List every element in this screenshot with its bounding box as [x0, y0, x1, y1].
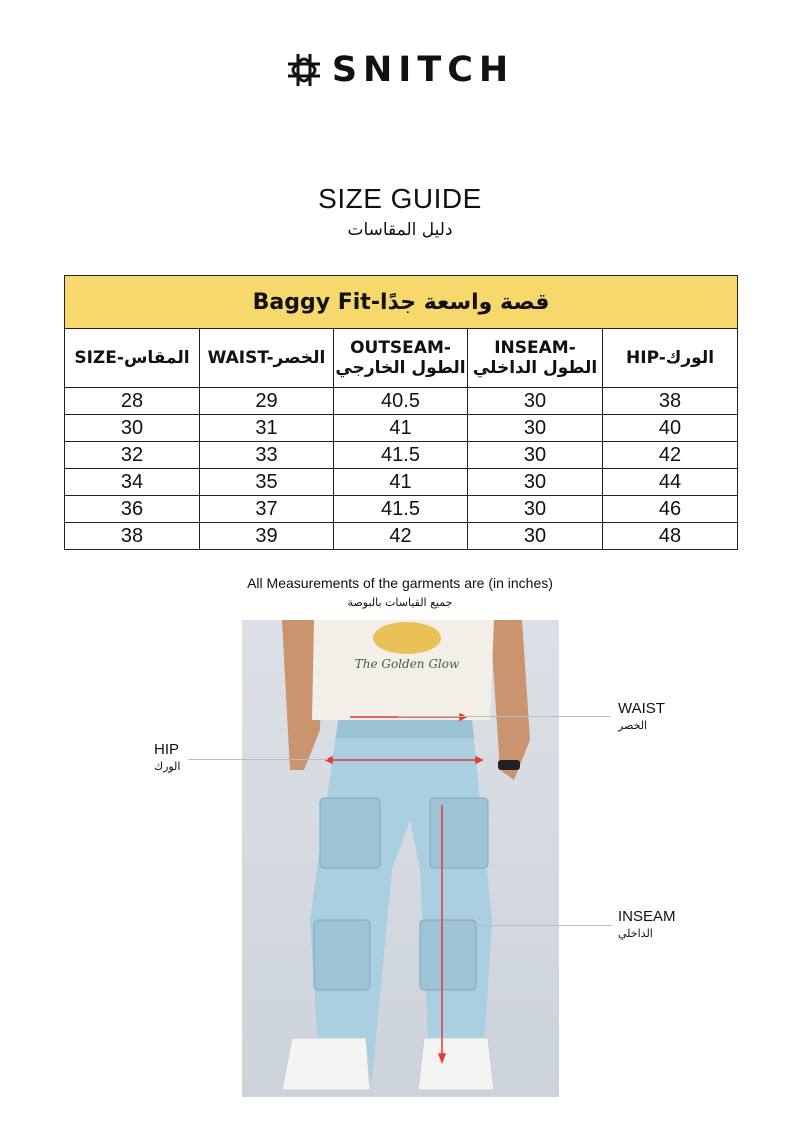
cell-inseam: 30: [468, 496, 603, 523]
table-row: [65, 496, 738, 523]
jeans-illustration: [242, 620, 559, 1097]
waist-callout: [618, 700, 665, 732]
cell-outseam: 41.5: [334, 442, 468, 469]
cell-outseam: 40.5: [334, 388, 468, 415]
table-row: [65, 388, 738, 415]
cell-hip: 42: [603, 442, 738, 469]
cell-waist: 35: [200, 469, 334, 496]
cell-waist: 39: [200, 523, 334, 550]
cell-hip: 46: [603, 496, 738, 523]
cell-size: 38: [65, 523, 200, 550]
cell-size: 36: [65, 496, 200, 523]
fit-title-row: [65, 276, 738, 329]
cell-waist: 33: [200, 442, 334, 469]
column-header-hip: HIP-الورك: [603, 329, 738, 388]
waist-label: WAIST: [618, 700, 665, 717]
size-table: [64, 275, 738, 550]
cell-hip: 44: [603, 469, 738, 496]
cell-outseam: 41: [334, 415, 468, 442]
hip-callout: [154, 741, 180, 773]
measurement-note-ar: جميع القياسات بالبوصة: [347, 596, 453, 609]
column-header-inseam: INSEAM-الطول الداخلي: [468, 329, 603, 388]
cell-outseam: 41.5: [334, 496, 468, 523]
cell-hip: 40: [603, 415, 738, 442]
cell-inseam: 30: [468, 415, 603, 442]
cell-inseam: 30: [468, 523, 603, 550]
cell-waist: 37: [200, 496, 334, 523]
cell-inseam: 30: [468, 469, 603, 496]
hash-grid-icon: [286, 52, 322, 88]
cell-waist: 31: [200, 415, 334, 442]
cell-size: 30: [65, 415, 200, 442]
page-subtitle-ar: دليل المقاسات: [347, 220, 453, 240]
table-header-row: [65, 329, 738, 388]
cell-inseam: 30: [468, 442, 603, 469]
tshirt-print-text: The Golden Glow: [354, 657, 460, 671]
column-header-size: SIZE-المقاس: [65, 329, 200, 388]
inseam-leader-line: [444, 925, 612, 926]
cell-size: 32: [65, 442, 200, 469]
cell-hip: 48: [603, 523, 738, 550]
cell-size: 34: [65, 469, 200, 496]
column-header-outseam: OUTSEAM- الطول الخارجي: [334, 329, 468, 388]
cell-outseam: 42: [334, 523, 468, 550]
table-row: [65, 415, 738, 442]
hip-label: HIP: [154, 741, 180, 758]
table-row: [65, 442, 738, 469]
cell-size: 28: [65, 388, 200, 415]
table-row: [65, 469, 738, 496]
cell-waist: 29: [200, 388, 334, 415]
column-header-waist: WAIST-الخصر: [200, 329, 334, 388]
inseam-label-ar: الداخلي: [618, 927, 653, 940]
brand-logo: [0, 50, 800, 90]
waist-leader-line: [398, 716, 610, 717]
hip-label-ar: الورك: [154, 760, 181, 773]
table-row: [65, 523, 738, 550]
page-title: SIZE GUIDE: [318, 183, 482, 214]
cell-inseam: 30: [468, 388, 603, 415]
inseam-label: INSEAM: [618, 908, 676, 925]
brand-name: SNITCH: [331, 50, 515, 90]
cell-hip: 38: [603, 388, 738, 415]
waist-label-ar: الخصر: [618, 719, 648, 732]
cell-outseam: 41: [334, 469, 468, 496]
product-photo: [242, 620, 559, 1097]
measurement-note: All Measurements of the garments are (in inches): [247, 575, 553, 591]
hip-leader-line: [188, 759, 328, 760]
fit-title: Baggy Fit-قصة واسعة جدًا: [65, 276, 738, 329]
inseam-callout: [618, 908, 676, 940]
